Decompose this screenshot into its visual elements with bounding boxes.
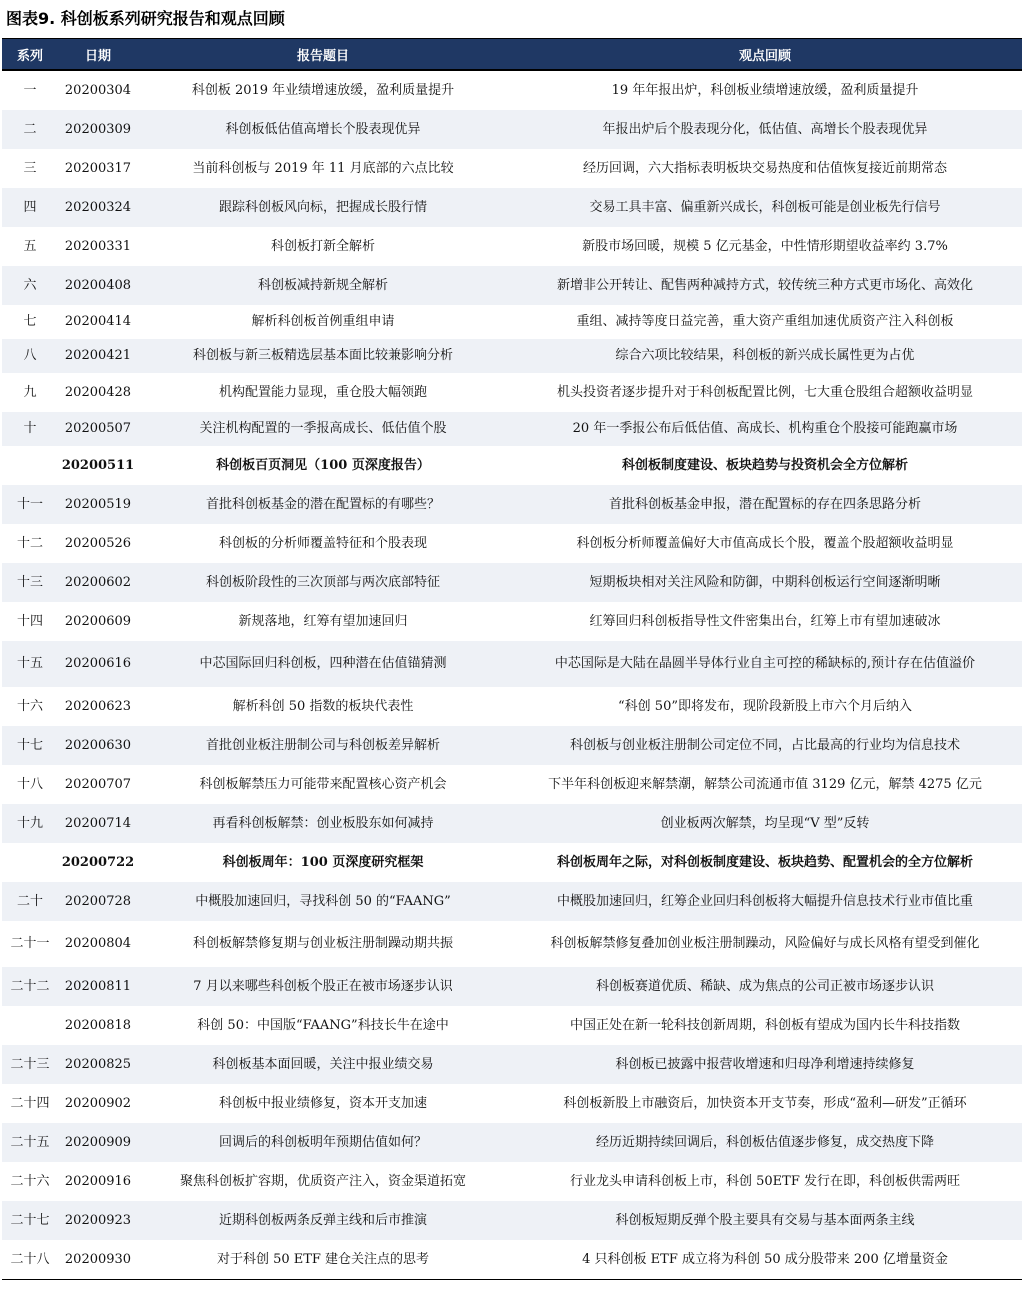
cell-date: 20200909 (58, 1123, 138, 1162)
table-row (2, 687, 1022, 726)
table-row (2, 524, 1022, 563)
cell-series: 十二 (16, 535, 43, 551)
cell-date: 20200511 (61, 457, 135, 473)
cell-series: 一 (23, 82, 37, 98)
cell-view-review: 交易工具丰富、偏重新兴成长，科创板可能是创业板先行信号 (508, 188, 1022, 227)
cell-view-review: “科创 50”即将发布，现阶段新股上市六个月后纳入 (618, 698, 912, 714)
table-body (2, 70, 1022, 1280)
table-row (2, 266, 1022, 305)
cell-view-review: 行业龙头申请科创板上市，科创 50ETF 发行在即，科创板供需两旺 (570, 1173, 960, 1189)
cell-date: 20200414 (64, 314, 132, 329)
cell-series (2, 446, 58, 485)
cell-view-review: 中国正处在新一轮科技创新周期，科创板有望成为国内长牛科技指数 (569, 1017, 960, 1033)
cell-report-title: 科创板打新全解析 (270, 238, 375, 254)
header-date: 日期 (58, 39, 138, 71)
cell-series: 二十八 (2, 1240, 58, 1280)
cell-report-title: 7 月以来哪些科创板个股正在被市场逐步认识 (138, 967, 508, 1006)
cell-view-review: 中概股加速回归，红筹企业回归科创板将大幅提升信息技术行业市值比重 (508, 882, 1022, 921)
cell-date: 20200623 (64, 698, 132, 714)
table-row (2, 339, 1022, 373)
cell-view-review: 短期板块相对关注风险和防御，中期科创板运行空间逐渐明晰 (508, 563, 1022, 602)
cell-series: 十三 (2, 563, 58, 602)
cell-report-title: 中芯国际回归科创板，四种潜在估值锚猜测 (138, 641, 508, 687)
cell-report-title: 科创板中报业绩修复，资本开支加速 (218, 1095, 427, 1111)
cell-date: 20200408 (58, 266, 138, 305)
cell-date: 20200722 (61, 854, 135, 870)
cell-date: 20200602 (58, 563, 138, 602)
cell-view-review: 科创板短期反弹个股主要具有交易与基本面两条主线 (508, 1201, 1022, 1240)
cell-date: 20200309 (58, 110, 138, 149)
cell-series: 十八 (16, 776, 43, 792)
table-row (2, 188, 1022, 227)
table-row (2, 1201, 1022, 1240)
cell-series: 二十三 (2, 1045, 58, 1084)
cell-series: 十七 (2, 726, 58, 765)
cell-series: 二十五 (2, 1123, 58, 1162)
table-row (2, 227, 1022, 266)
cell-date: 20200630 (58, 726, 138, 765)
cell-view-review: 综合六项比较结果，科创板的新兴成长属性更为占优 (508, 339, 1022, 373)
table-row (2, 1162, 1022, 1201)
table-row (2, 70, 1022, 110)
cell-date: 20200507 (58, 412, 138, 446)
cell-date: 20200728 (58, 882, 138, 921)
cell-date: 20200714 (58, 804, 138, 843)
cell-series: 十九 (2, 804, 58, 843)
cell-series: 九 (23, 384, 37, 400)
table-row (2, 1084, 1022, 1123)
cell-series: 八 (2, 339, 58, 373)
cell-report-title: 跟踪科创板风向标，把握成长股行情 (138, 188, 508, 227)
cell-date: 20200916 (64, 1173, 132, 1189)
cell-date: 20200519 (58, 485, 138, 524)
table-row (2, 373, 1022, 412)
cell-series: 二十一 (10, 936, 50, 951)
cell-date: 20200804 (64, 936, 132, 951)
cell-date: 20200902 (64, 1095, 132, 1111)
table-row (2, 967, 1022, 1006)
header-view-review: 观点回顾 (508, 39, 1022, 71)
cell-view-review: 首批科创板基金申报，潜在配置标的存在四条思路分析 (508, 485, 1022, 524)
table-row (2, 110, 1022, 149)
cell-view-review: 科创板解禁修复叠加创业板注册制躁动，风险偏好与成长风格有望受到催化 (550, 936, 980, 951)
cell-date: 20200811 (58, 967, 138, 1006)
table-row (2, 1123, 1022, 1162)
cell-series: 二十 (2, 882, 58, 921)
cell-date: 20200324 (58, 188, 138, 227)
table-row (2, 563, 1022, 602)
cell-series: 七 (23, 314, 37, 329)
cell-series: 十 (2, 412, 58, 446)
cell-report-title: 回调后的科创板明年预期估值如何？ (138, 1123, 508, 1162)
cell-series: 二十四 (10, 1095, 50, 1111)
table-row (2, 1006, 1022, 1045)
table-row (2, 149, 1022, 188)
cell-view-review: 年报出炉后个股表现分化，低估值、高增长个股表现优异 (508, 110, 1022, 149)
cell-view-review: 红筹回归科创板指导性文件密集出台，红筹上市有望加速破冰 (589, 613, 941, 629)
cell-series: 五 (23, 238, 37, 254)
cell-report-title: 科创板百页洞见（100 页深度报告） (216, 457, 430, 473)
cell-report-title: 再看科创板解禁：创业板股东如何减持 (138, 804, 508, 843)
cell-report-title: 解析科创 50 指数的板块代表性 (232, 698, 414, 714)
report-table (2, 38, 1022, 1280)
cell-report-title: 中概股加速回归，寻找科创 50 的“FAANG” (138, 882, 508, 921)
cell-report-title: 科创板基本面回暖，关注中报业绩交易 (138, 1045, 508, 1084)
cell-report-title: 首批科创板基金的潜在配置标的有哪些？ (138, 485, 508, 524)
cell-view-review: 中芯国际是大陆在晶圆半导体行业自主可控的稀缺标的,预计存在估值溢价 (508, 641, 1022, 687)
cell-series (2, 1006, 58, 1045)
cell-date: 20200526 (64, 535, 132, 551)
table-row (2, 843, 1022, 882)
cell-view-review: 20 年一季报公布后低估值、高成长、机构重仓个股接可能跑赢市场 (508, 412, 1022, 446)
table-row (2, 641, 1022, 687)
cell-report-title: 新规落地，红筹有望加速回归 (238, 613, 408, 629)
cell-view-review: 科创板赛道优质、稀缺、成为焦点的公司正被市场逐步认识 (508, 967, 1022, 1006)
cell-report-title: 首批创业板注册制公司与科创板差异解析 (138, 726, 508, 765)
table-header (2, 39, 1022, 71)
table-row (2, 485, 1022, 524)
table-row (2, 765, 1022, 804)
cell-date: 20200707 (64, 776, 132, 792)
cell-report-title: 科创板减持新规全解析 (138, 266, 508, 305)
cell-view-review: 新增非公开转让、配售两种减持方式，较传统三种方式更市场化、高效化 (508, 266, 1022, 305)
cell-view-review: 科创板新股上市融资后，加快资本开支节奏，形成“盈利—研发”正循环 (563, 1095, 967, 1111)
cell-report-title: 科创板与新三板精选层基本面比较兼影响分析 (138, 339, 508, 373)
cell-date: 20200304 (64, 82, 132, 98)
cell-series: 四 (2, 188, 58, 227)
figure-title: 图表9. 科创板系列研究报告和观点回顾 (6, 9, 285, 28)
cell-series: 二 (2, 110, 58, 149)
cell-date: 20200428 (64, 384, 132, 400)
header-report-title: 报告题目 (138, 39, 508, 71)
cell-date: 20200609 (64, 613, 132, 629)
cell-series: 十五 (2, 641, 58, 687)
cell-report-title: 科创 50：中国版“FAANG”科技长牛在途中 (197, 1017, 449, 1033)
cell-date: 20200825 (58, 1045, 138, 1084)
cell-view-review: 机头投资者逐步提升对于科创板配置比例，七大重仓股组合超额收益明显 (556, 384, 973, 400)
cell-date: 20200317 (64, 160, 132, 176)
cell-report-title: 科创板 2019 年业绩增速放缓，盈利质量提升 (191, 82, 455, 98)
cell-report-title: 当前科创板与 2019 年 11 月底部的六点比较 (192, 160, 454, 176)
cell-date: 20200421 (58, 339, 138, 373)
cell-date: 20200616 (58, 641, 138, 687)
cell-view-review: 科创板制度建设、板块趋势与投资机会全方位解析 (621, 457, 908, 473)
cell-view-review: 科创板周年之际，对科创板制度建设、板块趋势、配置机会的全方位解析 (556, 854, 973, 870)
cell-view-review: 新股市场回暖，规模 5 亿元基金，中性情形期望收益率约 3.7% (582, 238, 948, 254)
header-series: 系列 (2, 39, 58, 71)
cell-series: 六 (2, 266, 58, 305)
cell-date: 20200331 (64, 238, 132, 254)
cell-view-review: 下半年科创板迎来解禁潮，解禁公司流通市值 3129 亿元，解禁 4275 亿元 (548, 776, 982, 792)
cell-view-review: 4 只科创板 ETF 成立将为科创 50 成分股带来 200 亿增量资金 (508, 1240, 1022, 1280)
table-row (2, 305, 1022, 339)
cell-view-review: 19 年年报出炉，科创板业绩增速放缓，盈利质量提升 (611, 82, 919, 98)
cell-report-title: 解析科创板首例重组申请 (251, 314, 395, 329)
table-row (2, 412, 1022, 446)
table-row (2, 882, 1022, 921)
cell-series: 二十七 (2, 1201, 58, 1240)
cell-view-review: 经历回调，六大指标表明板块交易热度和估值恢复接近前期常态 (582, 160, 947, 176)
cell-report-title: 科创板解禁修复期与创业板注册制躁动期共振 (192, 936, 453, 951)
cell-date: 20200930 (58, 1240, 138, 1280)
table-row (2, 602, 1022, 641)
cell-view-review: 经历近期持续回调后，科创板估值逐步修复，成交热度下降 (508, 1123, 1022, 1162)
cell-view-review: 重组、减持等度日益完善，重大资产重组加速优质资产注入科创板 (576, 314, 954, 329)
cell-series: 二十二 (2, 967, 58, 1006)
cell-series: 二十六 (10, 1173, 50, 1189)
table-row (2, 446, 1022, 485)
cell-report-title: 科创板解禁压力可能带来配置核心资产机会 (199, 776, 447, 792)
table-row (2, 921, 1022, 967)
cell-series: 十六 (16, 698, 43, 714)
cell-series: 三 (23, 160, 37, 176)
cell-view-review: 科创板已披露中报营收增速和归母净利增速持续修复 (508, 1045, 1022, 1084)
cell-series: 十一 (2, 485, 58, 524)
cell-view-review: 科创板分析师覆盖偏好大市值高成长个股，覆盖个股超额收益明显 (576, 535, 954, 551)
cell-series: 十四 (16, 613, 43, 629)
cell-report-title: 关注机构配置的一季报高成长、低估值个股 (138, 412, 508, 446)
cell-report-title: 科创板阶段性的三次顶部与两次底部特征 (138, 563, 508, 602)
cell-report-title: 机构配置能力显现，重仓股大幅领跑 (218, 384, 427, 400)
table-row (2, 726, 1022, 765)
table-row (2, 1240, 1022, 1280)
cell-report-title: 对于科创 50 ETF 建仓关注点的思考 (138, 1240, 508, 1280)
cell-report-title: 科创板的分析师覆盖特征和个股表现 (218, 535, 427, 551)
cell-report-title: 近期科创板两条反弹主线和后市推演 (138, 1201, 508, 1240)
cell-view-review: 创业板两次解禁，均呈现“V 型”反转 (508, 804, 1022, 843)
table-row (2, 804, 1022, 843)
cell-date: 20200818 (64, 1017, 132, 1033)
cell-report-title: 科创板周年：100 页深度研究框架 (222, 854, 424, 870)
cell-report-title: 科创板低估值高增长个股表现优异 (138, 110, 508, 149)
cell-report-title: 聚焦科创板扩容期，优质资产注入，资金渠道拓宽 (179, 1173, 466, 1189)
cell-view-review: 科创板与创业板注册制公司定位不同，占比最高的行业均为信息技术 (508, 726, 1022, 765)
cell-date: 20200923 (58, 1201, 138, 1240)
table-row (2, 1045, 1022, 1084)
cell-series (2, 843, 58, 882)
